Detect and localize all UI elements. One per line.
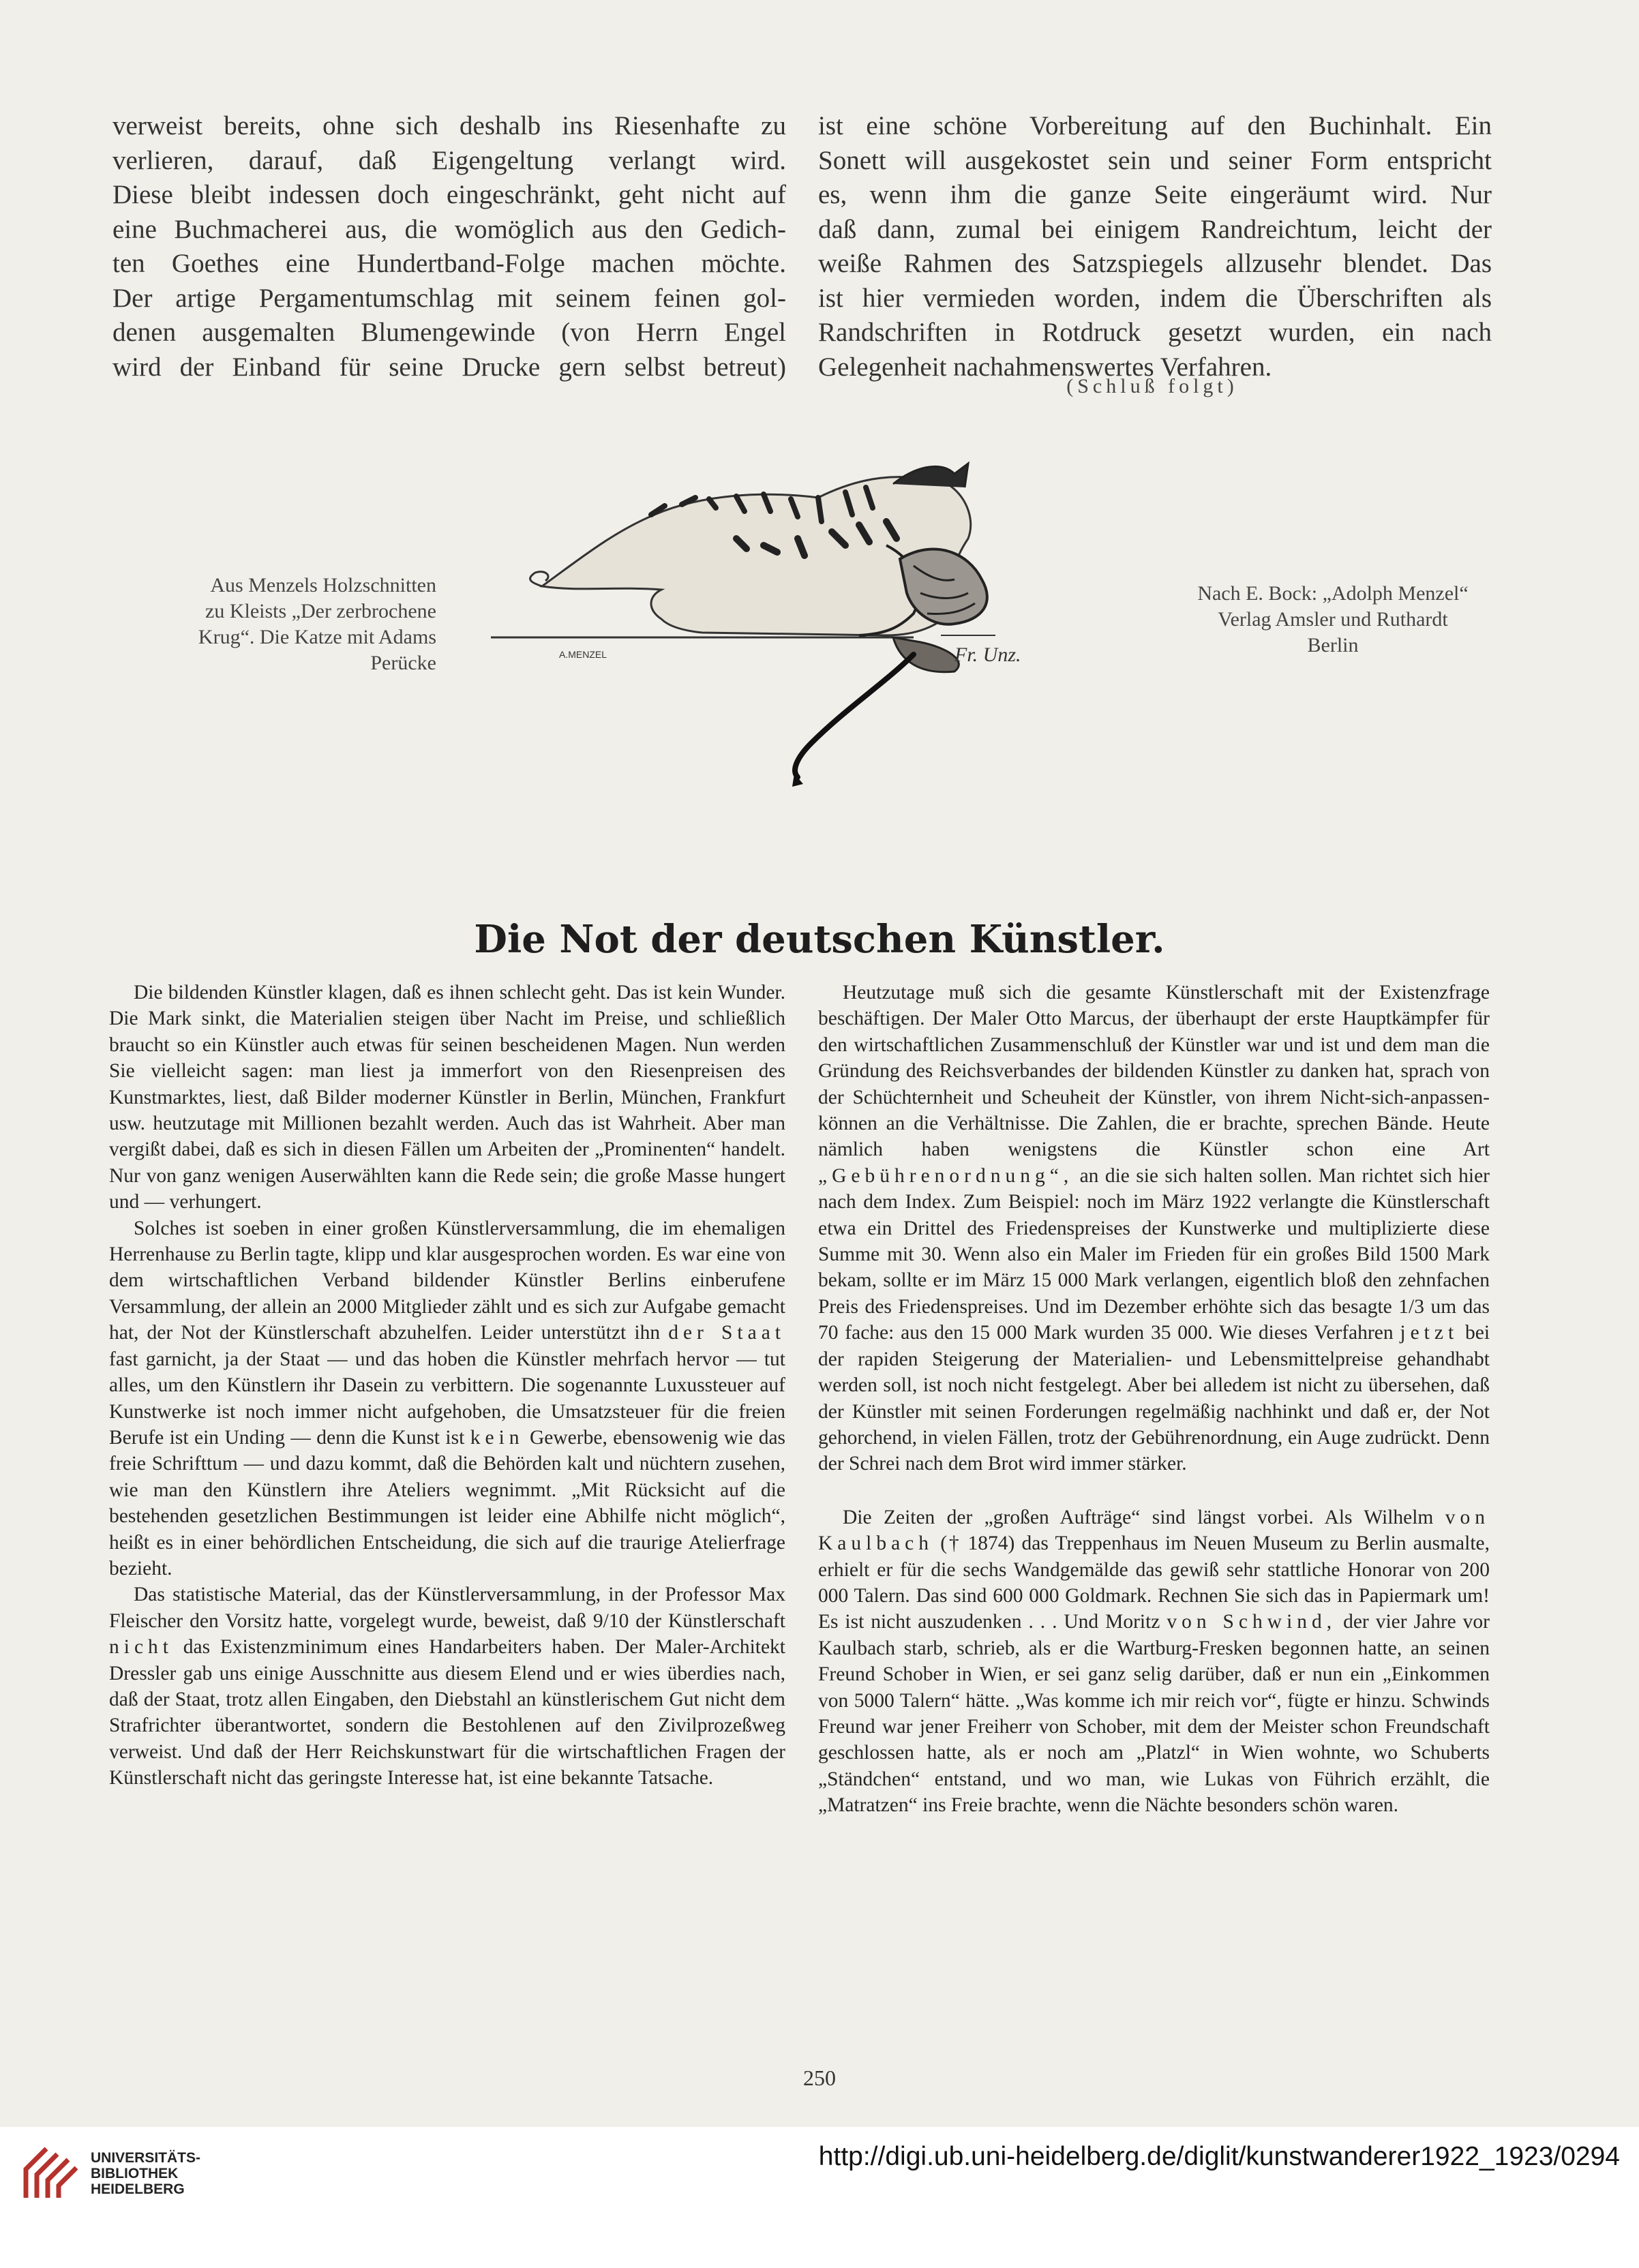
spaced-emphasis: von Kaulbach [818, 1506, 1490, 1555]
library-logo-icon [19, 2142, 82, 2205]
illustration-caption-right: Nach E. Bock: „Adolph Menzel“ Verlag Amsler und Ruthardt Berlin [1197, 582, 1469, 656]
text-line: ten Goethes eine Hundertband-Folge machen möchte. [112, 249, 786, 278]
text-line: daß dann, zumal bei einigem Randreichtum, leicht der [818, 214, 1492, 244]
paragraph: Die Zeiten der „großen Aufträge“ sind längst vorbei. Als Wilhelm von Kaulbach († 1874) das Treppenhaus im Neuen Museum zu Berlin ausmalte, erhielt er für die sechs Wandgemälde das gewiß sehr stattliche Honorar von 200 000 Talern. Das sind 600 000 Goldmark. Rechnen Sie sich das in Papiermark um! Es ist nicht auszudenken . . . Und Moritz von Schwind, der vier Jahre vor Kaulbach starb, schrieb, als er die Wartburg-Fresken begonnen hatte, an seinen Freund Schober in Wien, er sei ganz selig darüber, daß er nun ein „Einkommen von 5000 Talern“ hätte. „Was komme ich mir reich vor“, fügte er hinzu. Schwinds Freund war jener Freiherr von Schober, mit dem der Meister schon Freundschaft geschlossen hatte, als er noch am „Platzl“ in Wien wohnte, wo Schuberts „Ständchen“ entstand, und wo man, wie Lukas von Führich erzählt, die „Matratzen“ ins Freie brachte, wenn die Nächte besonders schön waren. [818, 1506, 1490, 1817]
spaced-emphasis: nicht [109, 1636, 173, 1659]
page-number: 250 [803, 2066, 836, 2090]
text-line: denen ausgemalten Blumengewinde (von Herrn Engel [112, 318, 786, 347]
signature-left: A.MENZEL [559, 649, 607, 660]
paragraph: Das statistische Material, das der Künstlerversammlung, in der Professor Max Fleischer den Vorsitz hatte, vorgelegt wurde, beweist, daß 9/10 der Künstlerschaft nicht das Existenzminimum eines Handarbeiters haben. Der Maler-Architekt Dressler gab uns einige Ausschnitte aus diesem Elend und er wies überdies nach, daß der Staat, trotz allen Eingaben, den Diebstahl an künstlerischem Gut nicht dem Strafrichter überantwortet, sondern die Bestohlenen auf den Zivilprozeßweg verweist. Und daß der Herr Reichskunstwart für die wirtschaftlichen Fragen der Künstlerschaft nicht das geringste Interesse hat, ist eine bekannte Tatsache. [109, 1584, 785, 1789]
article-right-column [818, 980, 1490, 1819]
spaced-emphasis: kein [470, 1426, 524, 1449]
text-line: Randschriften in Rotdruck gesetzt wurden, ein nach [818, 318, 1492, 347]
spaced-emphasis: jetzt [1400, 1322, 1459, 1344]
top-right-column [818, 109, 1492, 384]
article-left-column [109, 980, 785, 1791]
text-line: Sonett will ausgekostet sein und seiner Form entspricht [818, 145, 1492, 175]
paragraph: Die bildenden Künstler klagen, daß es ihnen schlecht geht. Das ist kein Wunder. Die Mark sinkt, die Materialien steigen über Nacht im Preise, und schließlich braucht so ein Künstler auch etwas für seinen bescheidenen Magen. Nun werden Sie vielleicht sagen: man liest ja immerfort von den Riesenpreisen des Kunstmarktes, liest, daß Bilder moderner Künstler in Berlin, München, Frankfurt usw. heutzutage mit Millionen bezahlt werden. Auch das ist Wahrheit. Aber man vergißt dabei, daß es sich in diesen Fällen um Arbeiten der „Prominenten“ handelt. Nur von ganz wenigen Auserwählten kann die Rede sein; die große Masse hungert und — verhungert. [109, 982, 785, 1213]
text-line: weiße Rahmen des Satzspiegels allzusehr blendet. Das [818, 249, 1492, 278]
text-line: Diese bleibt indessen doch eingeschränkt, geht nicht auf [112, 180, 786, 209]
text-line: Der artige Pergamentumschlag mit seinem feinen gol- [112, 283, 786, 313]
signature-right: Fr. Unz. [954, 644, 1021, 666]
illustration-caption-left: Aus Menzels Holzschnitten zu Kleists „Der zerbrochene Krug“. Die Katze mit Adams Perücke [198, 574, 436, 674]
library-name: UNIVERSITÄTS- BIBLIOTHEK HEIDELBERG [91, 2150, 201, 2197]
paragraph: Solches ist soeben in einer großen Künstlerversammlung, die im ehemaligen Herrenhause zu Berlin tagte, klipp und klar ausgesprochen worden. Es war eine von dem wirtschaftlichen Verband bildender Künstler Berlins einberufene Versammlung, der allein an 2000 Mitglieder zählt und es sich zur Aufgabe gemacht hat, der Not der Künstlerschaft abzuhelfen. Leider unterstützt ihn der Staat fast garnicht, ja der Staat — und das hoben die Künstler mehrfach hervor — tut alles, um den Künstlern ihr Dasein zu verbittern. Die sogenannte Luxussteuer auf Kunstwerke ist noch immer nicht aufgehoben, die Umsatzsteuer für die freien Berufe ist ein Unding — denn die Kunst ist kein Gewerbe, ebensowenig wie das freie Schrifttum — und dazu kommt, daß die Behörden kalt und nüchtern zusehen, wie man den Künstlern ihre Ateliers wegnimmt. „Mit Rücksicht auf die bestehenden gesetzlichen Bestimmungen ist leider eine Abhilfe nicht möglich“, heißt es in einer behördlichen Entscheidung, die sich auf die traurige Atelierfrage bezieht. [109, 1217, 786, 1579]
spaced-emphasis: von Schwind, [1167, 1611, 1337, 1633]
article-title: Die Not der deutschen Künstler. [474, 917, 1165, 962]
text-line: verlieren, darauf, daß Eigengeltung verlangt wird. [112, 145, 786, 175]
text-line: ist hier vermieden worden, indem die Überschriften als [818, 283, 1492, 313]
text-line: Gelegenheit nachahmenswertes Verfahren. [818, 352, 1272, 382]
text-line: eine Buchmacherei aus, die womöglich aus den Gedich- [112, 214, 786, 244]
footer-bar [0, 2127, 1639, 2268]
paragraph: Heutzutage muß sich die gesamte Künstlerschaft mit der Existenzfrage beschäftigen. Der Maler Otto Marcus, der überhaupt der erste Hauptkämpfer für den wirtschaftlichen Zusammenschluß der Künstler war und ist und dem man die Gründung des Reichsverbandes der bildenden Künstler zu danken hat, sprach von der Schüchternheit und Scheuheit der Künstler, von ihrem Nicht-sich-anpassen-können an die Verhältnisse. Die Zahlen, die er brachte, sprechen Bände. Heute nämlich haben wenigstens die Künstler schon eine Art „Gebührenordnung“, an die sie sich halten sollen. Man richtet sich hier nach dem Index. Zum Beispiel: noch im März 1922 verlangte die Künstlerschaft etwa ein Drittel des Friedenspreises der Kunstwerke und multiplizierte diese Summe mit 30. Wenn also ein Maler im Frieden für ein großes Bild 1500 Mark bekam, sollte er im März 15 000 Mark verlangen, eigentlich bloß den zehnfachen Preis des Friedenspreises. Und im Dezember erhöhte sich das besagte 1/3 um das 70 fache: aus den 15 000 Mark wurden 35 000. Wie dieses Verfahren jetzt bei der rapiden Steigerung der Materialien- und Lebensmittelpreise gehandhabt werden soll, ist noch nicht festgelegt. Aber bei alledem ist nicht zu übersehen, daß der Künstler mit seinen Forderungen regelmäßig nachhinkt und daß er, der Not gehorchend, in vielen Fällen, trotz der Gebührenordnung, ein Auge zudrückt. Denn der Schrei nach dem Brot wird immer stärker. [818, 982, 1490, 1475]
cat-illustration [477, 457, 1145, 832]
spaced-emphasis: „Gebührenordnung“, [818, 1164, 1074, 1187]
text-line: verweist bereits, ohne sich deshalb ins Riesenhafte zu [112, 111, 786, 140]
top-left-column [112, 109, 786, 384]
spaced-emphasis: der Staat [668, 1322, 786, 1344]
text-line: ist eine schöne Vorbereitung auf den Buchinhalt. Ein [818, 111, 1492, 140]
continuation-note: (Schluß folgt) [1066, 375, 1238, 397]
text-line: wird der Einband für seine Drucke gern selbst betreut) [112, 352, 786, 382]
source-url-link[interactable]: http://digi.ub.uni-heidelberg.de/diglit/kunstwanderer1922_1923/0294 [818, 2142, 1620, 2171]
text-line: es, wenn ihm die ganze Seite eingeräumt wird. Nur [818, 180, 1492, 209]
